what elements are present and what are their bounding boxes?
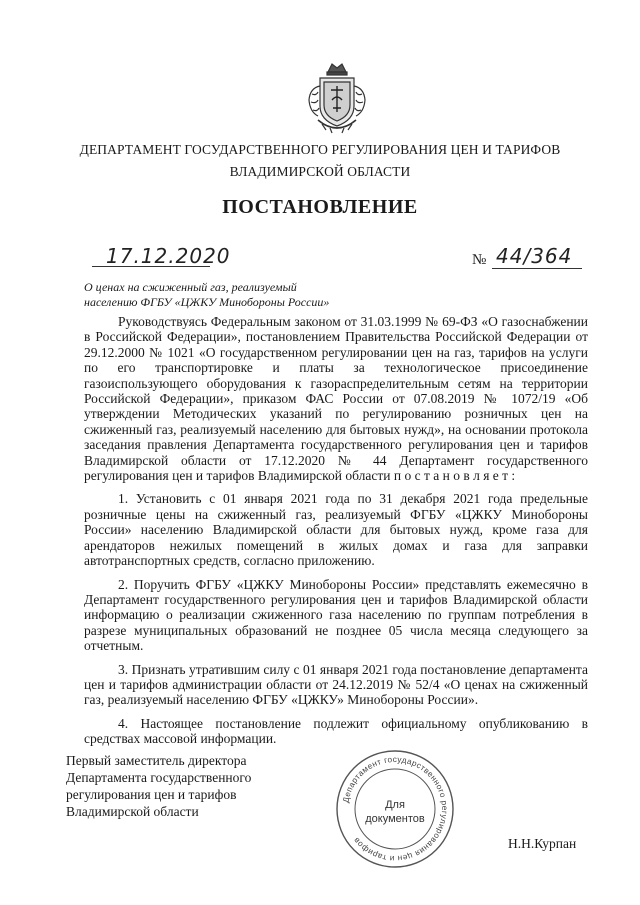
date-underline [92, 266, 210, 267]
preamble-paragraph: Руководствуясь Федеральным законом от 31.03.1999 № 69-ФЗ «О газоснабжении в Российской Федерации», постановлением Правительства Российской Федерации от 29.12.2000 № 1021 «О государственном регулировании цен на газ, тарифов на услуги по его транспортировке и платы за технологическое присоединение газоиспользующего оборудования к газораспределительным сетям на территории Российской Федерации», приказом ФАС России от 07.08.2019 № 1072/19 «Об утверждении Методических указаний по регулированию розничных цен на сжиженный газ, реализуемый населению для бытовых нужд», на основании протокола заседания правления Департамента государственного регулирования цен и тарифов Владимирской области от 17.12.2020 № 44 Департамент государственного регулирования цен и тарифов Владимирской области п о с т а н о в л я е т : [84, 314, 588, 484]
stamp-center-line: документов [365, 813, 425, 825]
number-label: № [472, 252, 487, 268]
clause-2: 2. Поручить ФГБУ «ЦЖКУ Минобороны России» представлять ежемесячно в Департамент государственного регулирования цен и тарифов Владимирской области информацию о реализации сжиженного газа населению по группам потребления в разрезе муниципальных образований не позднее 05 числа месяца следующего за отчетным. [84, 576, 588, 654]
department-name: ДЕПАРТАМЕНТ ГОСУДАРСТВЕННОГО РЕГУЛИРОВАНИЯ ЦЕН И ТАРИФОВ [79, 142, 561, 157]
position-line: Департамента государственного [66, 770, 252, 785]
subject-line: О ценах на сжиженный газ, реализуемый [84, 280, 297, 294]
official-stamp-icon [334, 748, 456, 870]
document-body [84, 314, 588, 755]
position-line: Владимирской области [66, 804, 199, 819]
document-subject [84, 280, 329, 310]
subject-line: населению ФГБУ «ЦЖКУ Минобороны России» [84, 295, 330, 309]
number-underline [492, 268, 582, 269]
department-region: ВЛАДИМИРСКОЙ ОБЛАСТИ [229, 164, 411, 179]
signatory-name: Н.Н.Курпан [508, 836, 577, 851]
stamp-center-line: Для [385, 799, 405, 811]
clause-4: 4. Настоящее постановление подлежит официальному опубликованию в средствах массовой информации. [84, 715, 588, 747]
position-line: регулирования цен и тарифов [66, 787, 237, 802]
clause-1: 1. Установить с 01 января 2021 года по 31 декабря 2021 года предельные розничные цены на сжиженный газ, реализуемый ФГБУ «ЦЖКУ Минобороны России» населению Владимирской области для бытовых нужд, кроме газа для арендаторов нежилых помещений в жилых домах и газа для заправки автотранспортных средств, согласно приложению. [84, 491, 588, 569]
position-line: Первый заместитель директора [66, 753, 247, 768]
signatory-position [66, 752, 251, 820]
clause-3: 3. Признать утратившим силу с 01 января 2021 года постановление департамента цен и тарифов администрации области от 24.12.2019 № 52/4 «О ценах на сжиженный газ, реализуемый населению ФГБУ «ЦЖКУ» Минобороны России». [84, 661, 588, 708]
document-date: 17.12.2020 [106, 244, 231, 268]
document-number: 44/364 [496, 244, 573, 268]
coat-of-arms-icon [306, 60, 368, 138]
document-title: ПОСТАНОВЛЕНИЕ [222, 196, 418, 218]
stamp-ring-text: Департамент государственного регулирования цен и тарифов [341, 754, 450, 864]
